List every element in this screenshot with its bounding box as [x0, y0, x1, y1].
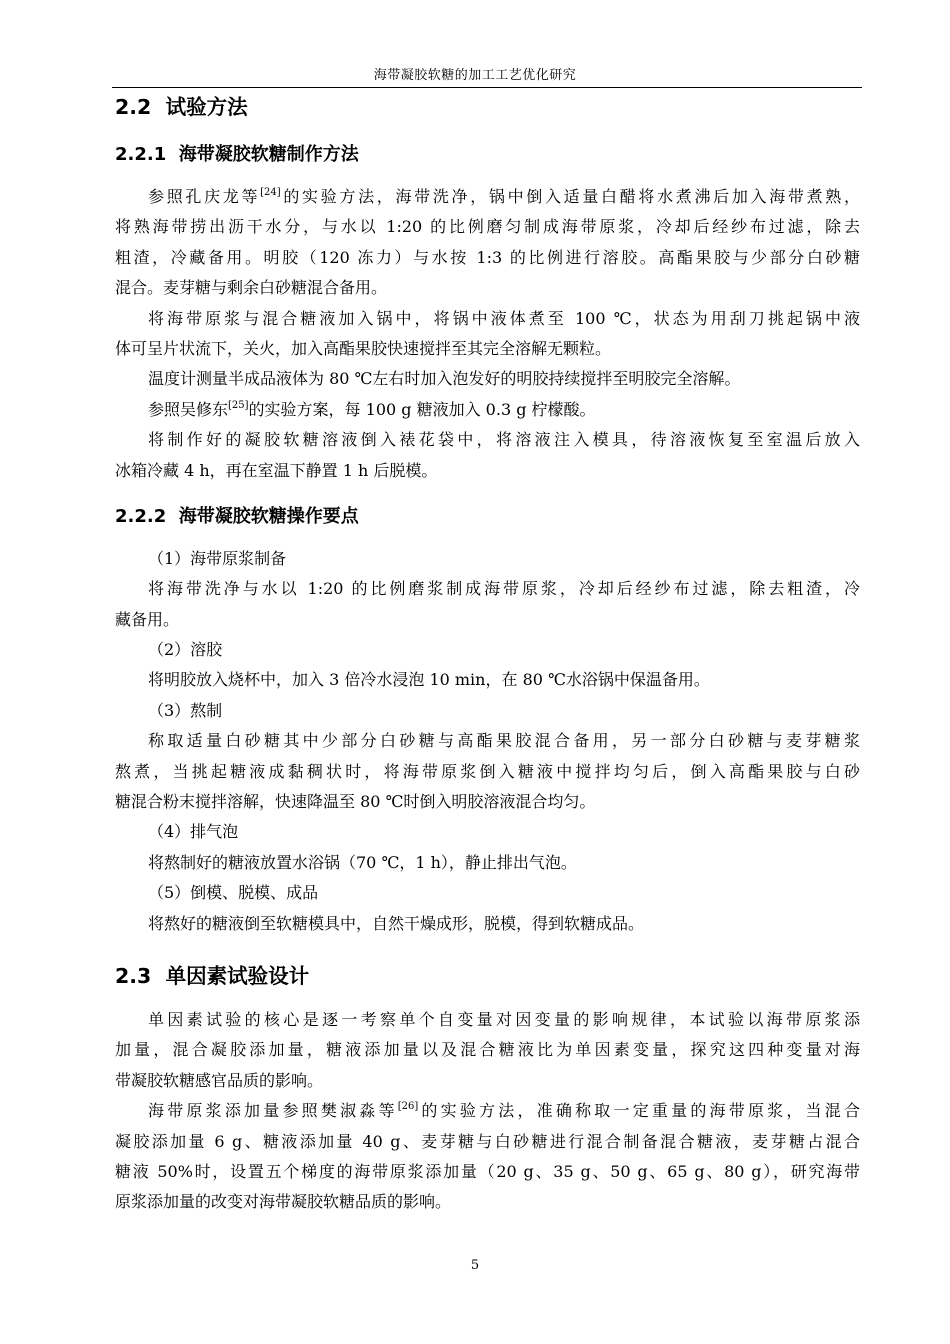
text-span: 参照吴修东: [148, 399, 229, 419]
paragraph: 温度计测量半成品液体为 80 ℃左右时加入泡发好的明胶持续搅拌至明胶完全溶解。: [148, 369, 741, 389]
text-span: 的实验方法，准确称取一定重量的海带原浆，当混合: [418, 1101, 860, 1121]
text-span: 的实验方案，每 100 g 糖液加入 0.3 g 柠檬酸。: [248, 399, 596, 419]
step-label: （4）排气泡: [148, 822, 239, 842]
paragraph: [115, 304, 860, 365]
section-number: 2.2: [115, 95, 152, 119]
step-label: （2）溶胶: [148, 640, 223, 660]
paragraph: [115, 1096, 860, 1218]
citation: [24]: [260, 187, 281, 198]
citation: [26]: [397, 1101, 419, 1113]
text-line: 将熬制好的糖液放置水浴锅（70 ℃，1 h），静止排出气泡。: [148, 852, 577, 872]
subsection-number: 2.2.1: [115, 144, 167, 165]
text-line: 藏备用。: [115, 609, 180, 629]
text-line: 冰箱冷藏 4 h，再在室温下静置 1 h 后脱模。: [115, 460, 438, 480]
subsection-title: 海带凝胶软糖操作要点: [178, 505, 359, 527]
text-line: 糖液 50%时，设置五个梯度的海带原浆添加量（20 g、35 g、50 g、65 g、80 g），研究海带: [115, 1161, 860, 1181]
subsection-heading-2-2-1: [115, 138, 860, 172]
section-heading-2-3: [115, 957, 860, 995]
text-line: 混合。麦芽糖与剩余白砂糖混合备用。: [115, 278, 388, 298]
text-span: 海带原浆添加量参照樊淑淼等: [148, 1101, 398, 1121]
section-title: 单因素试验设计: [165, 963, 310, 988]
section-title: 试验方法: [165, 95, 248, 119]
text-line: 熬煮，当挑起糖液成黏稠状时，将海带原浆倒入糖液中搅拌均匀后，倒入高酯果胶与白砂: [115, 761, 860, 781]
text-line: 加量，混合凝胶添加量，糖液添加量以及混合糖液比为单因素变量，探究这四种变量对海: [115, 1040, 860, 1060]
subsection-heading-2-2-2: [115, 500, 860, 534]
subsection-number: 2.2.2: [115, 505, 167, 527]
subsection-title: 海带凝胶软糖制作方法: [178, 144, 359, 165]
text-line: 体可呈片状流下，关火，加入高酯果胶快速搅拌至其完全溶解无颗粒。: [115, 338, 612, 358]
paragraph: [115, 182, 860, 304]
section-heading-2-2: [115, 88, 860, 126]
text-line: 凝胶添加量 6 g、糖液添加量 40 g、麦芽糖与白砂糖进行混合制备混合糖液，麦芽糖占混合: [115, 1131, 860, 1151]
text-line: [115, 182, 860, 212]
step-label: （5）倒模、脱模、成品: [148, 883, 319, 903]
text-line: 将熬好的糖液倒至软糖模具中，自然干燥成形，脱模，得到软糖成品。: [148, 913, 645, 933]
text-line: [115, 1096, 860, 1126]
text-line: 糖混合粉末搅拌溶解，快速降温至 80 ℃时倒入明胶溶液混合均匀。: [115, 792, 596, 812]
text-line: 将海带洗净与水以 1:20 的比例磨浆制成海带原浆，冷却后经纱布过滤，除去粗渣，冷: [148, 579, 860, 599]
page-body: [115, 88, 860, 1218]
text-line: 粗渣，冷藏备用。明胶（120 冻力）与水按 1:3 的比例进行溶胶。高酯果胶与少部分白砂糖: [115, 247, 860, 267]
text-line: 单因素试验的核心是逐一考察单个自变量对因变量的影响规律，本试验以海带原浆添: [148, 1009, 860, 1029]
paragraph: [115, 1005, 860, 1096]
text-line: 原浆添加量的改变对海带凝胶软糖品质的影响。: [115, 1192, 452, 1212]
section-number: 2.3: [115, 963, 152, 988]
text-line: 将熟海带捞出沥干水分，与水以 1:20 的比例磨匀制成海带原浆，冷却后经纱布过滤，除去: [115, 217, 860, 237]
running-header: 海带凝胶软糖的加工工艺优化研究: [373, 68, 577, 83]
text-line: 将海带原浆与混合糖液加入锅中，将锅中液体煮至 100 ℃，状态为用刮刀挑起锅中液: [148, 308, 860, 328]
text-line: 将明胶放入烧杯中，加入 3 倍冷水浸泡 10 min，在 80 ℃水浴锅中保温备用。: [148, 670, 710, 690]
step-label: （1）海带原浆制备: [148, 548, 287, 568]
paragraph: [115, 395, 860, 425]
text-line: 带凝胶软糖感官品质的影响。: [115, 1070, 324, 1090]
text-line: 称取适量白砂糖其中少部分白砂糖与高酯果胶混合备用，另一部分白砂糖与麦芽糖浆: [148, 731, 860, 751]
text-span: 的实验方法，海带洗净，锅中倒入适量白醋将水煮沸后加入海带煮熟，: [280, 187, 860, 206]
step-label: （3）熬制: [148, 700, 223, 720]
citation: [25]: [228, 399, 249, 411]
text-line: 将制作好的凝胶软糖溶液倒入裱花袋中，将溶液注入模具，待溶液恢复至室温后放入: [148, 430, 860, 450]
paragraph: [115, 425, 860, 486]
page-number: 5: [470, 1258, 480, 1273]
text-span: 参照孔庆龙等: [148, 187, 261, 206]
